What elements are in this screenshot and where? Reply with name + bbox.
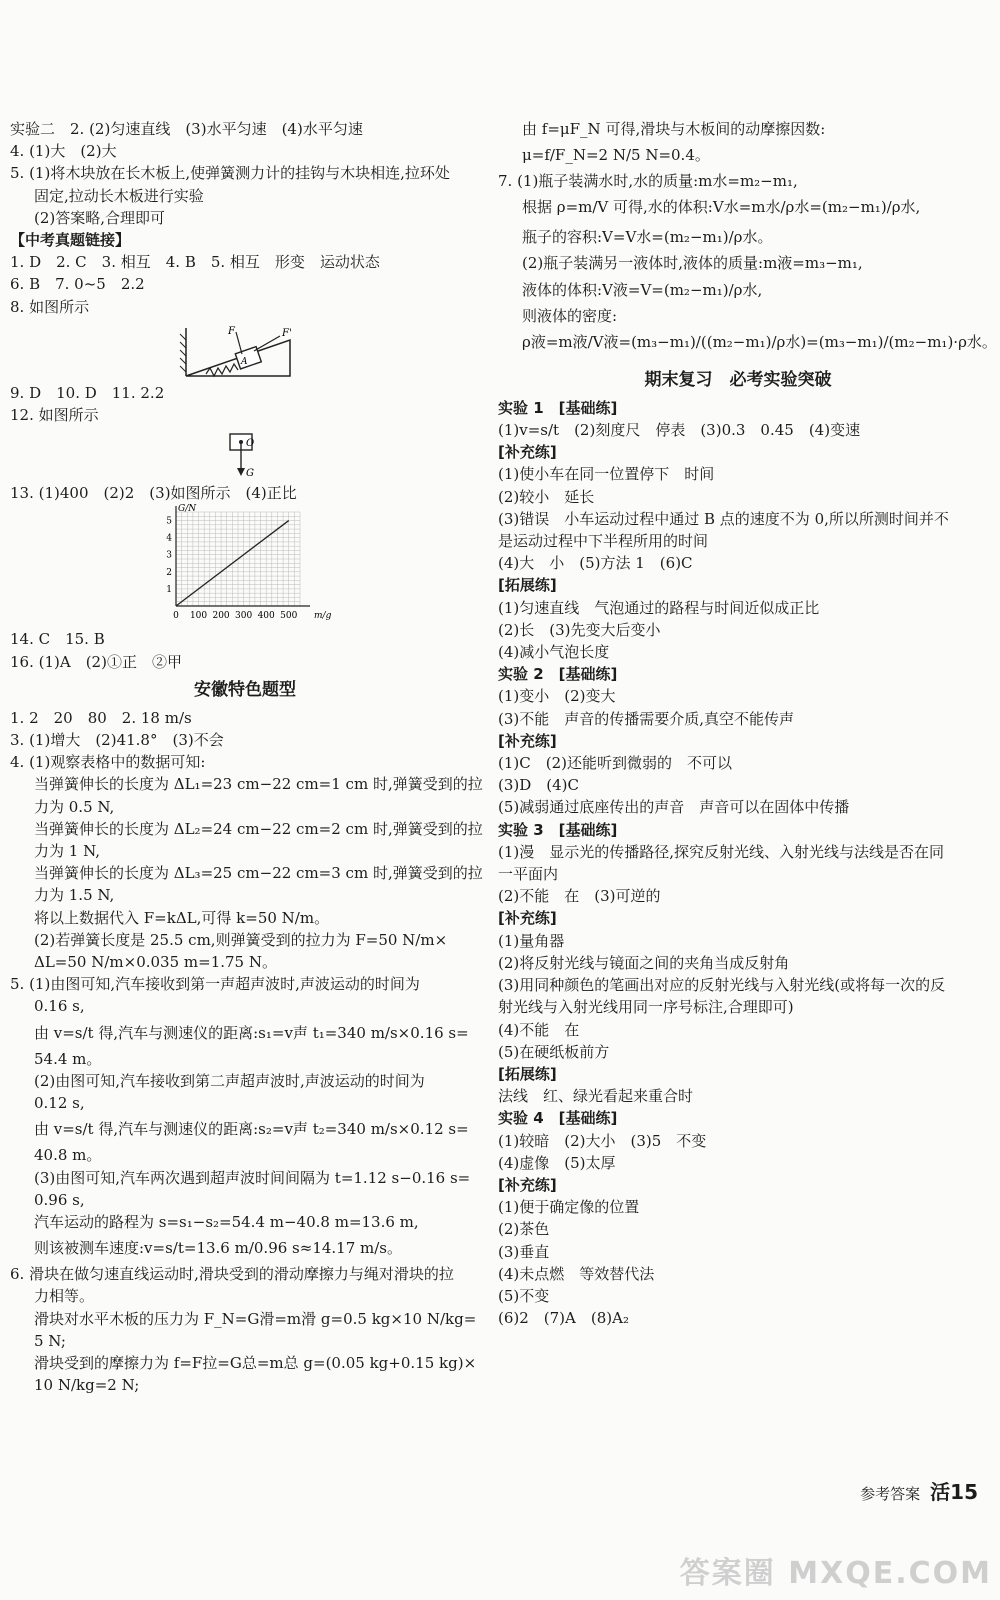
practice-label: [拓展练]: [498, 1064, 557, 1083]
answer-line: 4. (1)观察表格中的数据可知:: [10, 753, 206, 772]
answer-line: 实验二 2. (2)匀速直线 (3)水平匀速 (4)水平匀速: [10, 120, 363, 138]
block-group: [235, 346, 261, 368]
label-f: F: [228, 325, 235, 337]
answer-line: (3)错误 小车运动过程中通过 B 点的速度不为 0,所以所测时间并不: [498, 509, 949, 528]
answer-line: 滑块受到的摩擦力为 f=F拉=G总=m总 g=(0.05 kg+0.15 kg)×: [34, 1353, 477, 1372]
answer-line: 当弹簧伸长的长度为 ΔL₁=23 cm−22 cm=1 cm 时,弹簧受到的拉: [34, 775, 483, 794]
page-number: 活15: [930, 1480, 978, 1504]
label-g: G: [246, 468, 254, 480]
gravity-arrowhead: [237, 468, 245, 476]
answer-line: 10 N/kg=2 N;: [34, 1376, 140, 1395]
answer-line: 4. (1)大 (2)大: [10, 142, 117, 161]
section-title: 期末复习 必考实验突破: [644, 369, 832, 390]
answer-line: 瓶子的容积:V=V水=(m₂−m₁)/ρ水。: [522, 228, 773, 247]
answer-line: 0.12 s,: [34, 1094, 85, 1113]
answer-line: (2)茶色: [498, 1220, 550, 1239]
answer-line: (4)未点燃 等效替代法: [498, 1264, 655, 1283]
answer-line: 40.8 m。: [34, 1146, 102, 1165]
answer-line: ρ液=m液/V液=(m₃−m₁)/((m₂−m₁)/ρ水)=(m₃−m₁)/(m₂−m₁)·ρ水。: [522, 332, 997, 351]
answer-line: (1)变小 (2)变大: [498, 687, 616, 706]
answer-line: 力为 1.5 N,: [34, 886, 115, 905]
x-axis-label: m/g: [314, 611, 332, 622]
x-tick-label: 100: [189, 611, 208, 622]
answer-line: (5)不变: [498, 1286, 550, 1305]
footer-label: 参考答案: [860, 1485, 921, 1503]
figure-gravity: [10, 426, 480, 482]
answer-line: (2)将反射光线与镜面之间的夹角当成反射角: [498, 953, 790, 972]
answer-line: 一平面内: [498, 865, 559, 884]
experiment-label: 实验 3 [基础练]: [498, 820, 618, 839]
answer-line: 根据 ρ=m/V 可得,水的体积:V水=m水/ρ水=(m₂−m₁)/ρ水,: [522, 198, 921, 217]
answer-line: 12. 如图所示: [10, 406, 99, 425]
answer-line: (4)虚像 (5)太厚: [498, 1153, 616, 1172]
spring-incline-diagram: [10, 318, 480, 382]
answer-line: 3. (1)增大 (2)41.8° (3)不会: [10, 731, 224, 750]
y-tick-label: 3: [166, 551, 172, 562]
answer-line: (1)量角器: [498, 931, 565, 950]
section-label: 【中考真题链接】: [10, 231, 131, 250]
answer-line: (2)较小 延长: [498, 487, 595, 506]
wall-hatch: [180, 334, 186, 372]
answer-line: ΔL=50 N/m×0.035 m=1.75 N。: [34, 953, 277, 972]
answer-line: (5)在硬纸板前方: [498, 1042, 610, 1061]
answer-line: (1)C (2)还能听到微弱的 不可以: [498, 754, 732, 773]
answer-line: (3)用同种颜色的笔画出对应的反射光线与入射光线(或将每一次的反: [498, 976, 946, 995]
answer-line: (1)使小车在同一位置停下 时间: [498, 465, 715, 484]
experiment-label: 实验 2 [基础练]: [498, 665, 618, 684]
answer-line: 射光线与入射光线用同一序号标注,合理即可): [498, 998, 794, 1017]
answer-line: 6. 滑块在做匀速直线运动时,滑块受到的滑动摩擦力与绳对滑块的拉: [10, 1265, 454, 1284]
practice-label: [补充练]: [498, 1175, 557, 1194]
answer-line: 是运动过程中下半程所用的时间: [498, 532, 709, 551]
answer-line: (4)不能 在: [498, 1020, 580, 1039]
experiment-label: 实验 1 [基础练]: [498, 398, 618, 417]
answer-line: 13. (1)400 (2)2 (3)如图所示 (4)正比: [10, 484, 297, 503]
x-tick-label: 300: [235, 611, 253, 622]
answer-line: 9. D 10. D 11. 2.2: [10, 383, 165, 402]
right-column: [498, 118, 997, 1329]
answer-line: 液体的体积:V液=V=(m₂−m₁)/ρ水,: [522, 280, 763, 299]
x-tick-label: 400: [257, 611, 275, 622]
answer-line: (4)大 小 (5)方法 1 (6)C: [498, 554, 693, 573]
y-tick-label: 5: [166, 516, 172, 527]
answer-line: 滑块对水平木板的压力为 F_N=G滑=m滑 g=0.5 kg×10 N/kg=: [34, 1309, 477, 1328]
answer-line: 5. (1)将木块放在长木板上,使弹簧测力计的挂钩与木块相连,拉环处: [10, 164, 450, 183]
answer-line: 力相等。: [34, 1287, 95, 1306]
answer-line: (6)2 (7)A (8)A₂: [498, 1309, 629, 1328]
section-title: 安徽特色题型: [194, 679, 296, 700]
experiment-label: 实验 4 [基础练]: [498, 1109, 618, 1128]
y-tick-label: 1: [166, 585, 172, 596]
answer-line: (1)较暗 (2)大小 (3)5 不变: [498, 1131, 707, 1150]
answer-line: (3)不能 声音的传播需要介质,真空不能传声: [498, 709, 795, 728]
spring-shape: [206, 364, 238, 376]
page-footer: [860, 1476, 978, 1505]
answer-line: 由 v=s/t 得,汽车与测速仪的距离:s₁=v声 t₁=340 m/s×0.16 s=: [34, 1023, 469, 1042]
left-column: [10, 118, 483, 1396]
practice-label: [补充练]: [498, 443, 557, 462]
answer-line: (2)长 (3)先变大后变小: [498, 620, 661, 639]
answer-line: 则该被测车速度:v=s/t=13.6 m/0.96 s≈14.17 m/s。: [34, 1239, 403, 1258]
answer-line: 汽车运动的路程为 s=s₁−s₂=54.4 m−40.8 m=13.6 m,: [34, 1212, 419, 1231]
x-tick-label: 200: [212, 611, 230, 622]
answer-line: (2)若弹簧长度是 25.5 cm,则弹簧受到的拉力为 F=50 N/m×: [34, 930, 448, 949]
answer-line: (3)垂直: [498, 1242, 550, 1261]
answer-line: (2)答案略,合理即可: [34, 208, 166, 227]
answer-line: 6. B 7. 0~5 2.2: [10, 275, 145, 294]
answer-line: 当弹簧伸长的长度为 ΔL₃=25 cm−22 cm=3 cm 时,弹簧受到的拉: [34, 864, 483, 883]
x-tick-label: 500: [280, 611, 298, 622]
answer-line: (2)瓶子装满另一液体时,液体的质量:m液=m₃−m₁,: [522, 254, 863, 273]
answer-line: 当弹簧伸长的长度为 ΔL₂=24 cm−22 cm=2 cm 时,弹簧受到的拉: [34, 819, 483, 838]
answer-line: 力为 1 N,: [34, 842, 101, 861]
practice-label: [补充练]: [498, 909, 557, 928]
label-f-prime: F': [282, 327, 292, 339]
answer-line: 由 f=μF_N 可得,滑块与木板间的动摩擦因数:: [522, 120, 826, 138]
y-axis-label: G/N: [178, 504, 197, 515]
answer-line: (2)不能 在 (3)可逆的: [498, 887, 661, 906]
practice-label: [补充练]: [498, 731, 557, 750]
label-a: A: [241, 356, 248, 367]
label-o: O: [246, 438, 255, 450]
answer-line: (1)便于确定像的位置: [498, 1198, 640, 1217]
force-arrow-f: [236, 332, 242, 354]
answer-line: 固定,拉动长木板进行实验: [34, 186, 204, 205]
answer-line: μ=f/F_N=2 N/5 N=0.4。: [522, 146, 710, 165]
answer-line: 1. 2 20 80 2. 18 m/s: [10, 708, 192, 727]
answer-line: 法线 红、绿光看起来重合时: [498, 1087, 694, 1106]
answer-line: 5 N;: [34, 1331, 66, 1350]
gravity-diagram: [10, 426, 480, 482]
answer-line: 5. (1)由图可知,汽车接收到第一声超声波时,声波运动的时间为: [10, 975, 420, 994]
answer-line: 54.4 m。: [34, 1049, 102, 1068]
answer-line: (3)由图可知,汽车两次遇到超声波时间间隔为 t=1.12 s−0.16 s=: [34, 1168, 471, 1187]
answer-line: 则液体的密度:: [522, 306, 618, 325]
y-tick-label: 4: [166, 534, 172, 545]
answer-line: 1. D 2. C 3. 相互 4. B 5. 相互 形变 运动状态: [10, 253, 380, 272]
practice-label: [拓展练]: [498, 576, 557, 595]
answer-line: 将以上数据代入 F=kΔL,可得 k=50 N/m。: [34, 908, 330, 927]
answer-line: 由 v=s/t 得,汽车与测速仪的距离:s₂=v声 t₂=340 m/s×0.12 s=: [34, 1120, 469, 1139]
answer-line: (1)v=s/t (2)刻度尺 停表 (3)0.3 0.45 (4)变速: [498, 421, 861, 440]
y-tick-label: 2: [166, 568, 172, 579]
answer-line: 力为 0.5 N,: [34, 797, 115, 816]
answer-line: (3)D (4)C: [498, 776, 579, 795]
answer-line: 14. C 15. B: [10, 630, 105, 649]
watermark-logo: 答案圈 MXQE.COM: [679, 1556, 992, 1591]
answer-line: (1)匀速直线 气泡通过的路程与时间近似成正比: [498, 598, 820, 617]
answer-line: (2)由图可知,汽车接收到第二声超声波时,声波运动的时间为: [34, 1071, 425, 1090]
answer-line: 8. 如图所示: [10, 297, 90, 316]
answer-line: 7. (1)瓶子装满水时,水的质量:m水=m₂−m₁,: [498, 172, 798, 191]
answer-line: (4)减小气泡长度: [498, 643, 610, 662]
answer-line: (1)漫 显示光的传播路径,探究反射光线、入射光线与法线是否在同: [498, 842, 945, 861]
figure-spring-incline: [10, 318, 480, 382]
answer-line: 16. (1)A (2)①正 ②甲: [10, 652, 182, 671]
block-a: [235, 346, 261, 368]
answer-line: (5)减弱通过底座传出的声音 声音可以在固体中传播: [498, 798, 850, 817]
x-tick-label: 0: [173, 611, 179, 622]
figure-chart: [10, 504, 480, 628]
answer-line: 0.96 s,: [34, 1190, 85, 1209]
answer-line: 0.16 s,: [34, 997, 85, 1016]
g-m-chart: [10, 504, 480, 628]
